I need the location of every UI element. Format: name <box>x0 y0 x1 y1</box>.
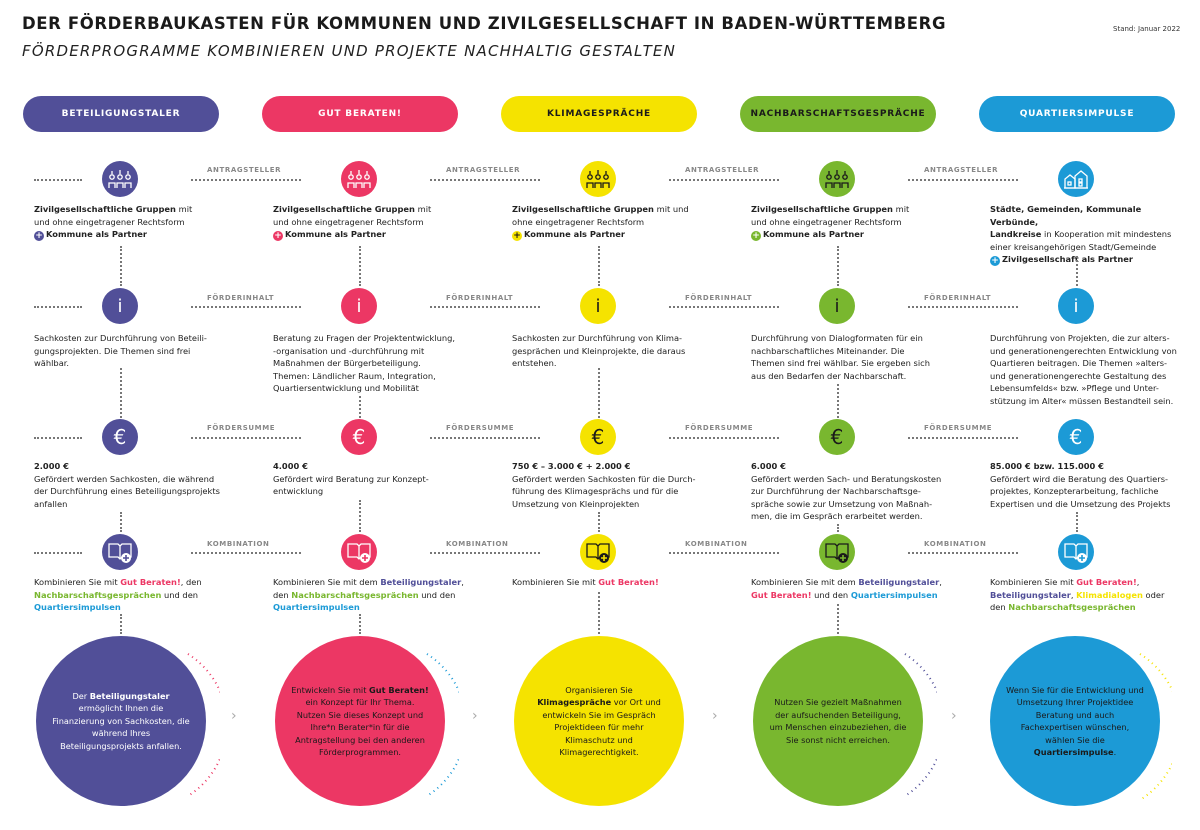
program-pill-beteiligungstaler[interactable]: BETEILIGUNGSTALER <box>23 96 219 132</box>
antrag-partner: Zivilgesellschaft als Partner <box>1002 254 1134 265</box>
antrag-text: in Kooperation mit mindestens <box>1041 229 1172 240</box>
circle-highlight: Quartiersimpulse <box>1033 747 1114 757</box>
antrag-text: und ohne eingetragener Rechtsform <box>34 216 185 227</box>
inhalt-line: gesprächen und Kleinprojekte, die daraus <box>512 345 686 356</box>
section-label-antragsteller: ANTRAGSTELLER <box>446 166 521 174</box>
page-subtitle: FÖRDERPROGRAMME KOMBINIEREN UND PROJEKTE NACHHALTIG GESTALTEN <box>22 42 677 60</box>
kombi-text: und den <box>418 589 456 600</box>
antrag-text: ohne eingetragener Rechtsform <box>512 216 645 227</box>
inhalt-line: Beratung zu Fragen der Projektentwicklung, <box>273 333 455 343</box>
inhalt-line: gungsprojekten. Die Themen sind frei <box>34 345 191 356</box>
program-pill-nachbarschaftsgespraeche[interactable]: NACHBARSCHAFTSGESPRÄCHE <box>740 96 936 132</box>
inhalt-line: Themen sind frei wählbar. Sie ergeben sich <box>751 358 930 369</box>
section-label-kombination: KOMBINATION <box>207 540 270 548</box>
inhalt-line: Themen: Ländlicher Raum, Integration, <box>273 370 436 381</box>
plus-icon: + <box>274 231 282 242</box>
euro-icon: € <box>1058 419 1094 455</box>
dotted-arc <box>1132 650 1172 810</box>
kombi-text: und den <box>161 589 199 600</box>
dotted-arc <box>180 650 220 800</box>
euro-icon: € <box>102 419 138 455</box>
section-label-foerdersumme: FÖRDERSUMME <box>685 424 754 432</box>
chevron-right-icon: › <box>951 708 957 724</box>
inhalt-line: Sachkosten zur Durchführung von Klima- <box>512 333 683 343</box>
kombi-link-quartiersimpulse[interactable]: Quartiersimpulsen <box>850 589 938 600</box>
kombi-text: oder <box>1142 589 1165 600</box>
summe-line: anfallen <box>34 498 68 509</box>
summe-line: führung des Klimagesprächs und für die <box>512 486 679 497</box>
euro-icon: € <box>819 419 855 455</box>
program-column-gut-beraten <box>207 0 479 830</box>
plus-icon: + <box>35 231 43 242</box>
summary-circle <box>514 636 684 806</box>
group-icon <box>341 161 377 197</box>
section-label-antragsteller: ANTRAGSTELLER <box>924 166 999 174</box>
kombi-text: den <box>273 589 292 600</box>
group-icon <box>102 161 138 197</box>
circle-text: Der <box>72 690 90 701</box>
program-column-quartiersimpulse <box>924 0 1196 830</box>
inhalt-line: -organisation und -durchführung mit <box>273 345 425 356</box>
antrag-partner: Kommune als Partner <box>763 229 865 240</box>
circle-text: Nutzen Sie gezielt Maßnahmen der aufsuchenden Beteiligung, um Menschen einzubeziehen, die Sie sonst nicht erreichen. <box>769 697 907 745</box>
inhalt-line: entstehen. <box>512 358 557 369</box>
summe-line: Gefördert wird die Beratung des Quartiers- <box>990 473 1169 484</box>
antrag-applicant: Zivilgesellschaftliche Gruppen <box>273 204 415 214</box>
summe-line: men, die im Gespräch erarbeitet werden. <box>751 511 923 522</box>
kombi-text: , <box>1070 589 1077 600</box>
kombi-text: und den <box>811 589 851 600</box>
circle-text: Organisieren Sie <box>565 684 633 695</box>
kombi-text: Kombinieren Sie mit dem <box>751 577 859 587</box>
kombi-link-nachbarschaft[interactable]: Nachbarschaftsgesprächen <box>34 589 162 600</box>
antrag-applicant: Zivilgesellschaftliche Gruppen <box>512 204 654 214</box>
antrag-text: mit <box>892 204 910 214</box>
section-label-foerdersumme: FÖRDERSUMME <box>446 424 515 432</box>
circle-highlight: Klimagespräche <box>537 697 612 707</box>
program-pill-klimagespraeche[interactable]: KLIMAGESPRÄCHE <box>501 96 697 132</box>
summe-line: der Durchführung eines Beteiligungsprojekts <box>34 486 220 497</box>
kombi-link-quartiersimpulse[interactable]: Quartiersimpulsen <box>273 602 360 613</box>
plus-icon: + <box>991 256 999 267</box>
summe-line: Gefördert wird Beratung zur Konzept- <box>273 473 429 484</box>
section-label-foerdersumme: FÖRDERSUMME <box>207 424 276 432</box>
section-label-foerderinhalt: FÖRDERINHALT <box>446 294 514 302</box>
euro-icon: € <box>580 419 616 455</box>
antrag-text: mit <box>175 204 193 214</box>
kombi-link-nachbarschaft[interactable]: Nachbarschaftsgesprächen <box>1008 602 1136 613</box>
summe-amount: 85.000 € bzw. 115.000 € <box>990 461 1104 471</box>
stand-date: Stand: Januar 2022 <box>1113 25 1181 33</box>
plus-icon: + <box>513 231 521 242</box>
program-pill-quartiersimpulse[interactable]: QUARTIERSIMPULSE <box>979 96 1175 132</box>
inhalt-line: Quartiersentwicklung und Mobilität <box>273 383 419 394</box>
summe-line: projektes, Konzepterarbeitung, fachliche <box>990 486 1159 497</box>
section-label-foerderinhalt: FÖRDERINHALT <box>924 294 992 302</box>
chevron-right-icon: › <box>231 708 237 724</box>
book-plus-icon <box>1058 534 1094 570</box>
book-plus-icon <box>341 534 377 570</box>
dotted-arc <box>897 650 937 800</box>
summe-line: Expertisen und die Umsetzung des Projekts <box>990 498 1171 509</box>
summe-line: spräche sowie zur Umsetzung von Maßnah- <box>751 498 933 509</box>
summe-line: entwicklung <box>273 486 324 497</box>
summe-line: zur Durchführung der Nachbarschaftsge- <box>751 486 921 497</box>
inhalt-line: Maßnahmen der Bürgerbeteiligung. <box>273 358 421 369</box>
section-label-foerdersumme: FÖRDERSUMME <box>924 424 993 432</box>
inhalt-line: nachbarschaftliches Miteinander. Die <box>751 345 905 356</box>
section-label-kombination: KOMBINATION <box>446 540 509 548</box>
circle-text: ermöglicht Ihnen die Finanzierung von Sachkosten, die während Ihres Beteiligungsprojekts anfallen. <box>52 703 190 751</box>
section-label-foerderinhalt: FÖRDERINHALT <box>685 294 753 302</box>
plus-icon: + <box>752 231 760 242</box>
group-icon <box>819 161 855 197</box>
antrag-text: und ohne eingetragener Rechtsform <box>273 216 424 227</box>
antrag-applicant: Landkreise <box>990 229 1042 240</box>
antrag-text: mit und <box>653 204 689 214</box>
circle-text: Wenn Sie für die Entwicklung und Umsetzung Ihrer Projektidee Beratung und auch Fachexpertisen wünschen, wählen Sie die <box>1006 684 1144 745</box>
kombi-text: , <box>461 577 464 587</box>
antrag-applicant: Zivilgesellschaftliche Gruppen <box>34 204 176 214</box>
antrag-applicant: Städte, Gemeinden, Kommunale Verbünde, <box>990 204 1142 227</box>
book-plus-icon <box>580 534 616 570</box>
summe-amount: 750 € – 3.000 € + 2.000 € <box>512 461 631 471</box>
circle-text: vor Ort und entwickeln Sie im Gespräch Projektideen für mehr Klimaschutz und Klimagerechtigkeit. <box>542 697 661 757</box>
circle-text: ein Konzept für Ihr Thema. Nutzen Sie dieses Konzept und Ihre*n Berater*in für die Antragstellung bei den anderen Förderprogrammen. <box>295 697 425 757</box>
kombi-text: Kombinieren Sie mit <box>34 577 121 587</box>
antrag-partner: Kommune als Partner <box>524 229 626 240</box>
inhalt-line: und generationengerechte Gestaltung des <box>990 370 1167 381</box>
summe-amount: 2.000 € <box>34 461 69 471</box>
summe-amount: 4.000 € <box>273 461 308 471</box>
summe-line: Gefördert werden Sachkosten, die während <box>34 473 215 484</box>
chevron-right-icon: › <box>712 708 718 724</box>
info-icon: i <box>1058 288 1094 324</box>
antrag-partner: Kommune als Partner <box>46 229 148 240</box>
summe-line: Gefördert werden Sachkosten für die Durch- <box>512 473 696 484</box>
group-icon <box>580 161 616 197</box>
antrag-text: einer kreisangehörigen Stadt/Gemeinde <box>990 241 1157 252</box>
kombi-text: , den <box>180 577 202 587</box>
inhalt-line: Durchführung von Dialogformaten für ein <box>751 333 923 343</box>
antrag-text: mit <box>414 204 432 214</box>
kombi-text: Kombinieren Sie mit <box>990 577 1077 587</box>
antrag-text: und ohne eingetragener Rechtsform <box>751 216 902 227</box>
section-label-kombination: KOMBINATION <box>685 540 748 548</box>
kombi-text: , <box>1136 577 1140 587</box>
info-icon: i <box>102 288 138 324</box>
inhalt-line: stützung im Alter« müssen Bestandteil sein. <box>990 395 1174 406</box>
kombi-text: den <box>990 602 1009 613</box>
section-label-antragsteller: ANTRAGSTELLER <box>207 166 282 174</box>
kombi-text: Kombinieren Sie mit <box>512 577 599 587</box>
summe-line: Umsetzung von Kleinprojekten <box>512 498 640 509</box>
page-title: DER FÖRDERBAUKASTEN FÜR KOMMUNEN UND ZIVILGESELLSCHAFT IN BADEN-WÜRTTEMBERG <box>22 14 947 33</box>
euro-icon: € <box>341 419 377 455</box>
kombi-link-klimadialogen[interactable]: Klimadialogen <box>1076 589 1143 600</box>
kombi-link-beteiligungstaler[interactable]: Beteiligungstaler <box>858 577 940 587</box>
inhalt-line: aus den Bedarfen der Nachbarschaft. <box>751 370 907 381</box>
kombi-link-nachbarschaft[interactable]: Nachbarschaftsgesprächen <box>291 589 419 600</box>
info-icon: i <box>819 288 855 324</box>
program-column-beteiligungstaler <box>0 0 240 830</box>
kombi-link-beteiligungstaler[interactable]: Beteiligungstaler <box>380 577 462 587</box>
inhalt-line: Lebensumfelds« bzw. »Pflege und Unter- <box>990 383 1159 394</box>
book-plus-icon <box>102 534 138 570</box>
info-icon: i <box>580 288 616 324</box>
kombi-link-gut-beraten[interactable]: Gut Beraten! <box>120 577 181 587</box>
inhalt-line: Durchführung von Projekten, die zur alters- <box>990 333 1170 343</box>
inhalt-line: wählbar. <box>34 358 70 369</box>
circle-highlight: Beteiligungstaler <box>89 690 170 701</box>
circle-text: Entwickeln Sie mit <box>291 684 370 695</box>
summe-amount: 6.000 € <box>751 461 786 471</box>
chevron-right-icon: › <box>472 708 478 724</box>
kombi-text: Kombinieren Sie mit dem <box>273 577 381 587</box>
section-label-kombination: KOMBINATION <box>924 540 987 548</box>
program-pill-gut-beraten[interactable]: GUT BERATEN! <box>262 96 458 132</box>
section-label-antragsteller: ANTRAGSTELLER <box>685 166 760 174</box>
circle-highlight: Gut Beraten! <box>369 684 429 695</box>
book-plus-icon <box>819 534 855 570</box>
inhalt-line: und generationengerechten Entwicklung von <box>990 345 1177 356</box>
kombi-link-quartiersimpulse[interactable]: Quartiersimpulsen <box>34 602 121 613</box>
inhalt-line: Sachkosten zur Durchführung von Beteili- <box>34 333 207 343</box>
dotted-arc <box>419 650 459 800</box>
kombi-link-gut-beraten[interactable]: Gut Beraten! <box>751 589 812 600</box>
circle-text: . <box>1113 747 1117 757</box>
houses-icon <box>1058 161 1094 197</box>
kombi-link-gut-beraten[interactable]: Gut Beraten! <box>1076 577 1137 587</box>
summe-line: Gefördert werden Sach- und Beratungskosten <box>751 473 942 484</box>
kombi-link-gut-beraten[interactable]: Gut Beraten! <box>598 577 659 587</box>
program-column-klimagespraeche <box>446 0 718 830</box>
section-label-foerderinhalt: FÖRDERINHALT <box>207 294 275 302</box>
kombi-link-beteiligungstaler[interactable]: Beteiligungstaler <box>990 589 1071 600</box>
info-icon: i <box>341 288 377 324</box>
antrag-applicant: Zivilgesellschaftliche Gruppen <box>751 204 893 214</box>
inhalt-line: Quartieren beitragen. Die Themen »alters- <box>990 358 1168 369</box>
antrag-partner: Kommune als Partner <box>285 229 387 240</box>
kombi-text: , <box>939 577 942 587</box>
program-column-nachbarschaftsgespraeche <box>685 0 957 830</box>
